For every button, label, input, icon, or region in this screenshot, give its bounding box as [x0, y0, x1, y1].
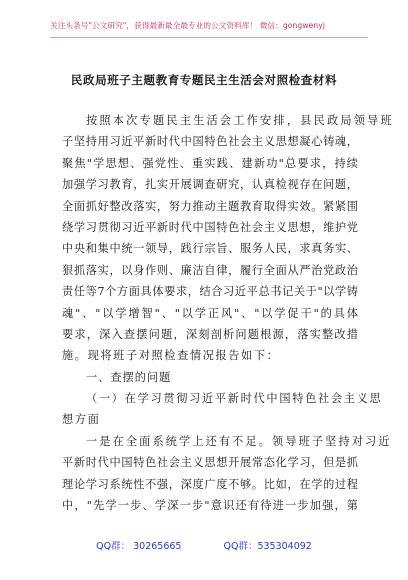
- subsection-heading-cont: 想方面: [62, 413, 101, 427]
- document-body: [62, 110, 394, 516]
- footer-contact: [0, 538, 408, 552]
- body-line: 狠抓落实，以身作则、廉洁自律，履行全面从严治党政治: [62, 263, 358, 277]
- header-banner: 关注头条号"公文研究"，获得最新最全最专业的公文资料库！ 微信：gongwenyj: [50, 21, 326, 30]
- footer-qq-group-2: QQ群：535304092: [223, 541, 312, 552]
- body-line: 中央和集中统一领导，践行宗旨、服务人民，求真务实、: [62, 242, 358, 256]
- body-line: 加强学习教育，扎实开展调查研究，认真检视存在问题，: [62, 178, 358, 192]
- footer-qq-group-1: QQ群： 30265665: [96, 541, 182, 552]
- body-line: 施。现将班子对照检查情况报告如下：: [62, 349, 280, 363]
- body-line: 全面抓好整改落实，努力推动主题教育取得实效。紧紧围: [62, 199, 358, 213]
- body-line: 子坚持用习近平新时代中国特色社会主义思想凝心铸魂，: [62, 135, 358, 149]
- header-divider: [50, 37, 368, 38]
- body-line: 聚焦"学思想、强党性、重实践、建新功"总要求，持续: [62, 156, 358, 170]
- section-heading: 一、查摆的问题: [86, 370, 172, 384]
- body-line: 责任等7个方面具体要求，结合习近平总书记关于"以学铸: [62, 285, 358, 299]
- body-line: 绕学习贯彻习近平新时代中国特色社会主义思想，维护党: [62, 220, 358, 234]
- body-line: 中，"先学一步、学深一步"意识还有待进一步加强，第: [62, 499, 358, 513]
- body-line: 魂"、"以学增智"、"以学正风"、"以学促干"的具体: [62, 306, 358, 320]
- body-line: 理论学习系统性不强，深度广度不够。比如，在学的过程: [62, 477, 358, 491]
- body-line: 按照本次专题民主生活会工作安排，县民政局领导班: [86, 114, 394, 127]
- body-line: 平新时代中国特色社会主义思想开展常态化学习，但是抓: [62, 456, 358, 470]
- subsection-heading: （一）在学习贯彻习近平新时代中国特色社会主义思: [86, 392, 383, 406]
- body-line: 要求，深入查摆问题，深刻剖析问题根源，落实整改措: [62, 327, 358, 341]
- body-line: 一是在全面系统学上还有不足。领导班子坚持对习近: [86, 434, 392, 448]
- document-title: 民政局班子主题教育专题民主生活会对照检查材料: [70, 73, 338, 87]
